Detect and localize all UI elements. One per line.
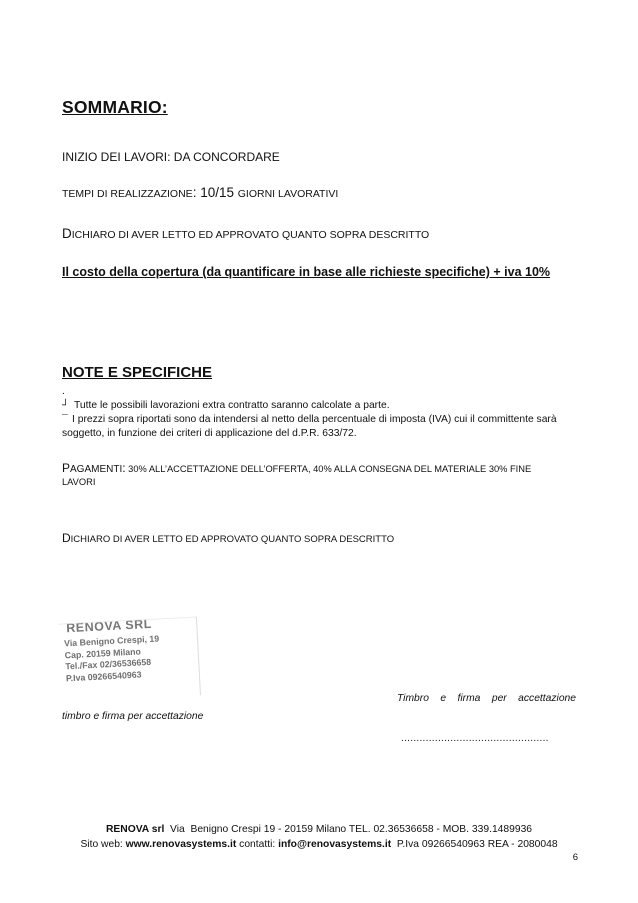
pagamenti-text: 30% ALL’ACCETTAZIONE DELL’OFFERTA, 40% ALLA CONSEGNA DEL MATERIALE 30% FINE	[125, 464, 532, 474]
note-item-text: I prezzi sopra riportati sono da intendersi al netto della percentuale di imposta (IVA) cui il committente sarà	[72, 414, 557, 425]
note-heading: NOTE E SPECIFICHE	[62, 364, 213, 381]
page-number: 6	[572, 852, 578, 863]
pagamenti-initial: P	[62, 461, 71, 475]
inizio-lavori: INIZIO DEI LAVORI: DA CONCORDARE	[62, 150, 280, 164]
footer-web-label: Sito web:	[80, 839, 126, 850]
dichiaro-line-2	[62, 531, 394, 545]
signature-label-left: timbro e firma per accettazione	[62, 711, 204, 722]
tempi-colon: :	[192, 185, 197, 200]
note-item-text: Tutte le possibili lavorazioni extra contratto saranno calcolate a parte.	[74, 400, 390, 411]
tempi-label: TEMPI DI REALIZZAZIONE	[62, 188, 193, 200]
costo-copertura: Il costo della copertura (da quantificare in base alle richieste specifiche) + iva 10%	[62, 265, 551, 279]
dichiaro-1-initial: D	[62, 226, 72, 241]
tempi-rest: GIORNI LAVORATIVI	[237, 188, 339, 200]
note-bullet-icon: ┘	[62, 400, 70, 411]
tempi-value: 10/15	[196, 185, 238, 200]
note-item-2	[62, 414, 557, 425]
pagamenti-line	[62, 461, 531, 475]
footer-line-2	[0, 839, 638, 850]
dichiaro-1-rest: ICHIARO DI AVER LETTO ED APPROVATO QUANTO SOPRA DESCRITTO	[71, 229, 430, 241]
footer-tail: P.Iva 09266540963 REA - 2080048	[391, 839, 558, 850]
signature-line: ................................................	[401, 733, 549, 744]
stamp-line: P.Iva 09266540963	[65, 668, 142, 683]
pagamenti-continuation: LAVORI	[62, 477, 96, 487]
footer-line-1	[0, 824, 638, 835]
note-item-1	[62, 400, 390, 411]
note-dot: .	[62, 386, 65, 397]
pagamenti-colon: :	[122, 461, 126, 475]
company-stamp	[58, 614, 202, 703]
stamp-title: RENOVA SRL	[65, 616, 153, 636]
page-title: SOMMARIO:	[62, 97, 168, 117]
footer-email-link[interactable]: info@renovasystems.it	[278, 839, 392, 850]
stamp-line: Via Benigno Crespi, 19	[63, 633, 160, 649]
stamp-border	[58, 616, 201, 702]
stamp-line: Tel./Fax 02/36536658	[65, 656, 152, 672]
footer-address: Via Benigno Crespi 19 - 20159 Milano TEL. 02.36536658 - MOB. 339.1489936	[164, 824, 533, 835]
signature-label-right: Timbro e firma per accettazione	[396, 693, 576, 704]
note-bullet-icon: ¯	[62, 414, 68, 425]
footer-web-link[interactable]: www.renovasystems.it	[125, 839, 237, 850]
footer-company: RENOVA srl	[105, 824, 165, 835]
tempi-realizzazione	[62, 185, 338, 200]
dichiaro-2-initial: D	[62, 531, 71, 545]
note-continuation: soggetto, in funzione dei criteri di applicazione del d.P.R. 633/72.	[62, 428, 357, 439]
footer-contacts-label: contatti:	[236, 839, 279, 850]
dichiaro-line-1	[62, 226, 429, 241]
dichiaro-2-rest: ICHIARO DI AVER LETTO ED APPROVATO QUANTO SOPRA DESCRITTO	[70, 534, 395, 545]
pagamenti-label: AGAMENTI	[70, 464, 123, 475]
stamp-line: Cap. 20159 Milano	[64, 645, 142, 660]
